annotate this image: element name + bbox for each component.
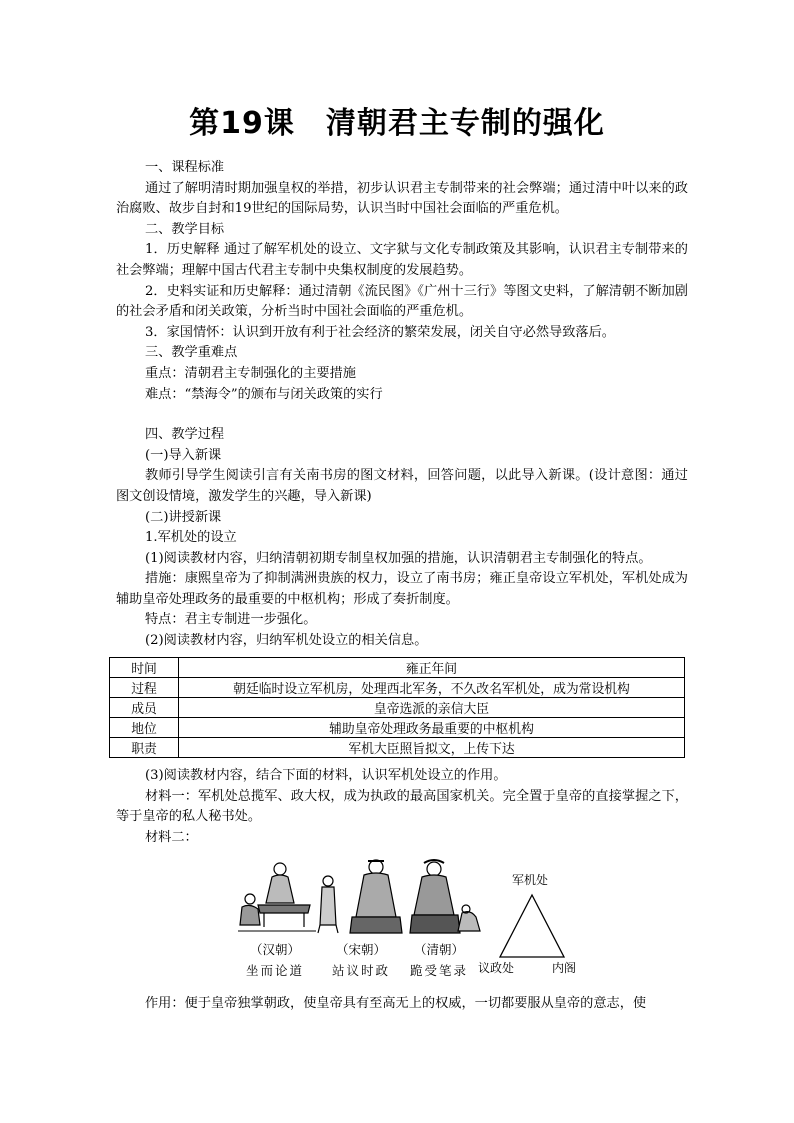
row-label: 时间 xyxy=(110,658,179,678)
paragraph: 材料一：军机处总揽军、政大权，成为执政的最高国家机关。完全置于皇帝的直接掌握之下，等于皇帝的私人秘书处。 xyxy=(116,788,688,825)
table-row xyxy=(110,658,685,678)
row-label: 职责 xyxy=(110,738,179,758)
row-label: 地位 xyxy=(110,718,179,738)
paragraph: (2)阅读教材内容，归纳军机处设立的相关信息。 xyxy=(145,633,428,649)
scene-caption: 坐而论道 xyxy=(246,963,305,978)
subsection-heading: (一)导入新课 xyxy=(145,447,222,463)
document-body xyxy=(116,158,688,652)
paragraph: 重点：清朝君主专制强化的主要措施 xyxy=(145,365,356,381)
paragraph: 通过了解明清时期加强皇权的举措，初步认识君主专制带来的社会弊端；通过清中叶以来的政治腐败、故步自封和19世纪的国际局势，认识当时中国社会面临的严重危机。 xyxy=(116,180,688,217)
junjichu-info-table xyxy=(109,657,685,758)
paragraph: (1)阅读教材内容，归纳清朝初期专制皇权加强的措施，认识清朝君主专制强化的特点。 xyxy=(145,550,652,566)
triangle-shape xyxy=(500,895,564,957)
row-value: 皇帝选派的亲信大臣 xyxy=(179,698,685,718)
paragraph: 特点：君主专制进一步强化。 xyxy=(145,612,317,628)
paragraph: 措施：康熙皇帝为了抑制满洲贵族的权力，设立了南书房；雍正皇帝设立军机处，军机处成为辅助皇帝处理政务的最重要的中枢机构；形成了奏折制度。 xyxy=(116,571,688,607)
qing-scene-icon xyxy=(410,860,480,933)
paragraph: 2．史料实证和历史解释：通过清朝《流民图》《广州十三行》等图文史料，了解清朝不断加剧的社会矛盾和闭关政策，分析当时中国社会面临的严重危机。 xyxy=(116,283,688,320)
row-value: 朝廷临时设立军机房，处理西北军务，不久改名军机处，成为常设机构 xyxy=(179,678,685,698)
topic-heading: 1.军机处的设立 xyxy=(145,530,237,546)
scene-caption: 跪受笔录 xyxy=(410,963,469,978)
paragraph: (3)阅读教材内容，结合下面的材料，认识军机处设立的作用。 xyxy=(145,768,507,783)
table-row xyxy=(110,678,685,698)
han-scene-icon xyxy=(238,863,316,931)
table-row xyxy=(110,698,685,718)
section-heading: 一、课程标准 xyxy=(145,160,225,175)
row-value: 军机大臣照旨拟文，上传下达 xyxy=(179,738,685,758)
row-label: 成员 xyxy=(110,698,179,718)
material-figure xyxy=(236,855,586,980)
material-section xyxy=(116,766,688,848)
dynasty-label: （清朝） xyxy=(414,942,465,957)
dynasty-label: （汉朝） xyxy=(250,942,301,957)
paragraph: 3．家国情怀：认识到开放有利于社会经济的繁荣发展，闭关自守必然导致落后。 xyxy=(145,324,615,340)
song-scene-icon xyxy=(318,860,402,933)
section-heading: 四、教学过程 xyxy=(145,427,225,443)
row-value: 雍正年间 xyxy=(179,658,685,678)
triangle-top-label: 军机处 xyxy=(512,873,549,887)
row-value: 辅助皇帝处理政务最重要的中枢机构 xyxy=(179,718,685,738)
effect-section xyxy=(116,994,688,1015)
row-label: 过程 xyxy=(110,678,179,698)
paragraph: 难点：“禁海令”的颁布与闭关政策的实行 xyxy=(145,386,383,402)
table-row xyxy=(110,718,685,738)
triangle-left-label: 议政处 xyxy=(478,961,515,975)
scene-caption: 站议时政 xyxy=(332,963,391,978)
paragraph: 材料二： xyxy=(145,829,198,845)
triangle-diagram xyxy=(500,895,564,957)
section-heading: 三、教学重难点 xyxy=(145,345,238,361)
paragraph: 作用：便于皇帝独掌朝政，使皇帝具有至高无上的权威，一切都要服从皇帝的意志，使 xyxy=(145,996,647,1011)
triangle-right-label: 内阁 xyxy=(552,961,577,975)
page-title: 第19课 清朝君主专制的强化 xyxy=(189,106,605,141)
subsection-heading: (二)讲授新课 xyxy=(145,509,222,525)
dynasty-label: （宋朝） xyxy=(336,942,387,957)
paragraph: 教师引导学生阅读引言有关南书房的图文材料，回答问题，以此导入新课。(设计意图：通过图文创设情境，激发学生的兴趣，导入新课) xyxy=(116,468,688,504)
paragraph: 1．历史解释 通过了解军机处的设立、文字狱与文化专制政策及其影响，认识君主专制带来的社会弊端；理解中国古代君主专制中央集权制度的发展趋势。 xyxy=(116,242,688,278)
section-heading: 二、教学目标 xyxy=(145,221,225,237)
table-row xyxy=(110,738,685,758)
